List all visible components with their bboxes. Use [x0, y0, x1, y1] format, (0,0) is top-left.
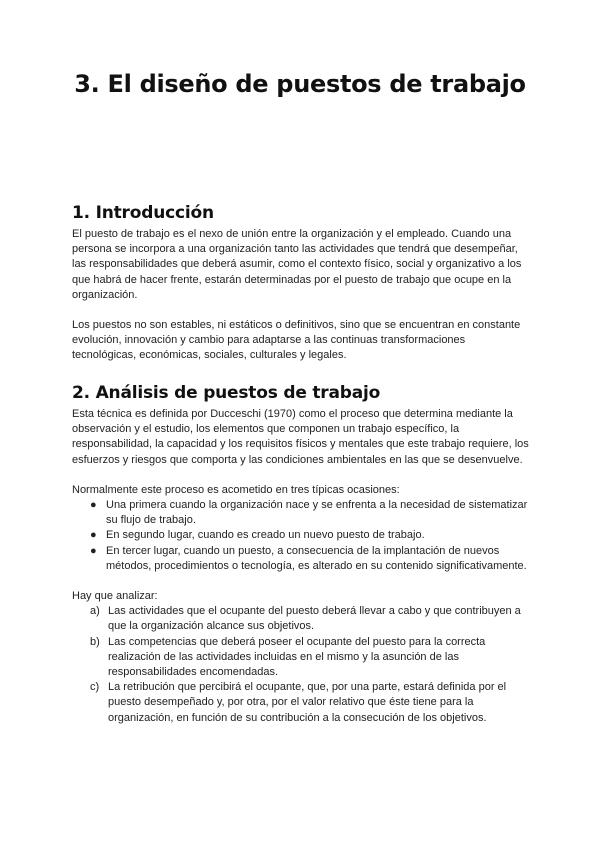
bullet-list [72, 498, 532, 574]
list-item [72, 498, 532, 528]
bullet-icon: ● [90, 499, 97, 512]
section-heading: 1. Introducción [72, 203, 214, 223]
paragraph: Los puestos no son estables, ni estáticos o definitivos, sino que se encuentran en constante evolución, innovación y cambio para adaptarse a las continuas transformaciones tecnológicas, económicas, sociales, culturales y legales. [72, 319, 521, 362]
list-marker: c) [90, 681, 100, 694]
list-item-text: En tercer lugar, cuando un puesto, a consecuencia de la implantación de nuevos métodos, procedimientos o tecnología, es alterado en su contenido significativamente. [106, 544, 527, 572]
list-item-text: Las actividades que el ocupante del puesto deberá llevar a cabo y que contribuyen a que la organización alcance sus objetivos. [108, 605, 521, 633]
section-analisis [72, 383, 532, 726]
list-item-text: Una primera cuando la organización nace y se enfrenta a la necesidad de sistematizar su flujo de trabajo. [106, 499, 528, 527]
list-item-text: En segundo lugar, cuando es creado un nuevo puesto de trabajo. [106, 529, 425, 542]
list-item [72, 680, 532, 726]
list-item-text: Las competencias que deberá poseer el ocupante del puesto para la correcta realización de las actividades incluidas en el mismo y la asunción de las responsabilidades encomendadas. [108, 635, 486, 679]
paragraph: Hay que analizar: [72, 590, 158, 603]
section-heading: 2. Análisis de puestos de trabajo [72, 383, 381, 403]
list-item [72, 604, 532, 634]
page-title: 3. El diseño de puestos de trabajo [74, 70, 526, 98]
list-marker: b) [90, 635, 100, 648]
list-item [72, 528, 532, 543]
numbered-list [72, 604, 532, 726]
bullet-icon: ● [90, 529, 97, 542]
bullet-icon: ● [90, 544, 97, 557]
section-introduccion [72, 203, 532, 364]
paragraph: El puesto de trabajo es el nexo de unión entre la organización y el empleado. Cuando una persona se incorpora a una organización tanto las actividades que tendrá que desempeñar, las responsabilidades que deberá asumir, como el contexto físico, social y organizativo a los que habrá de hacer frente, estarán determinadas por el puesto de trabajo que ocupe en la organización. [72, 228, 522, 301]
list-marker: a) [90, 605, 100, 618]
paragraph: Normalmente este proceso es acometido en tres típicas ocasiones: [72, 483, 400, 496]
paragraph: Esta técnica es definida por Ducceschi (1970) como el proceso que determina mediante la observación y el estudio, los elementos que componen un trabajo específico, la responsabilidad, la capacidad y los requisitos físicos y mentales que este trabajo requiere, los esfuerzos y riesgos que comporta y las condiciones ambientales en las que se desenvuelve. [72, 408, 529, 466]
list-item-text: La retribución que percibirá el ocupante, que, por una parte, estará definida por el puesto desempeñado y, por otra, por el valor relativo que éste tiene para la organización, en función de su contribución a la consecución de los objetivos. [108, 681, 507, 724]
list-item [72, 635, 532, 681]
list-item [72, 544, 532, 574]
